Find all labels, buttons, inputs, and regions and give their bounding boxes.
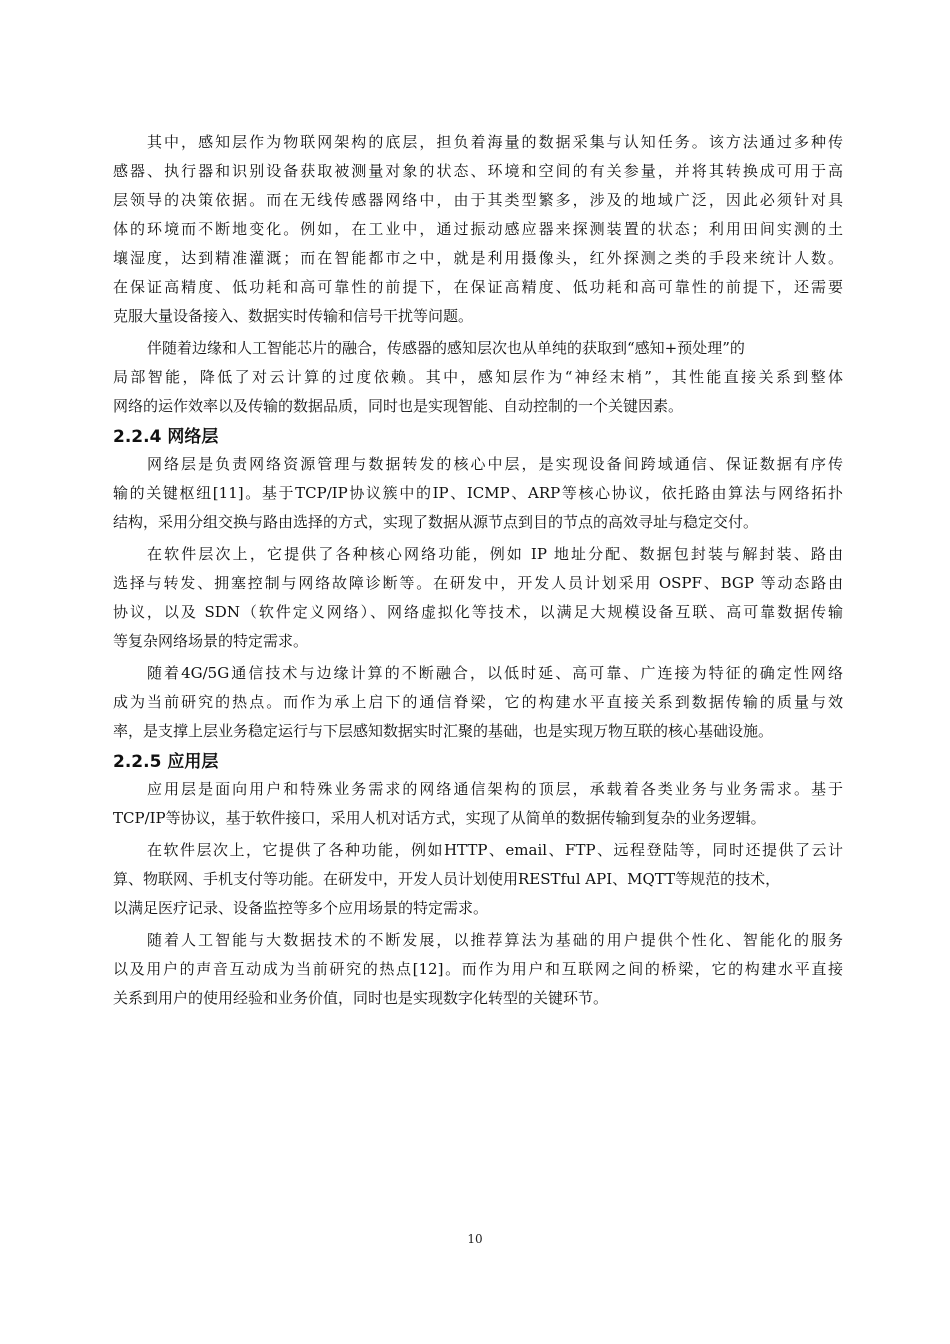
text-line: 在软件层次上，它提供了各种核心网络功能，例如 IP 地址分配、数据包封装与解封装、路由 [147, 545, 843, 563]
text-line: 结构，采用分组交换与路由选择的方式，实现了数据从源节点到目的节点的高效寻址与稳定交付。 [113, 513, 759, 531]
text-line: 协议，以及 SDN（软件定义网络）、网络虚拟化等技术，以满足大规模设备互联、高可靠数据传输 [113, 603, 843, 621]
paragraph [113, 775, 843, 833]
text-line: 在软件层次上，它提供了各种功能，例如HTTP、email、FTP、远程登陆等，同时还提供了云计 [147, 841, 843, 859]
text-line: 克服大量设备接入、数据实时传输和信号干扰等问题。 [113, 307, 474, 325]
text-line: 局部智能，降低了对云计算的过度依赖。其中，感知层作为“神经末梢”，其性能直接关系到整体 [113, 368, 843, 386]
text-line: 随着4G/5G通信技术与边缘计算的不断融合，以低时延、高可靠、广连接为特征的确定性网络 [147, 664, 843, 682]
text-line: 选择与转发、拥塞控制与网络故障诊断等。在研发中，开发人员计划采用 OSPF、BGP 等动态路由 [113, 574, 843, 592]
text-line: 体的环境而不断地变化。例如，在工业中，通过振动感应器来探测装置的状态；利用田间实测的土 [113, 220, 843, 238]
text-line: TCP/IP等协议，基于软件接口，采用人机对话方式，实现了从简单的数据传输到复杂的业务逻辑。 [113, 809, 766, 827]
paragraph [113, 450, 843, 537]
text-line: 率，是支撑上层业务稳定运行与下层感知数据实时汇聚的基础，也是实现万物互联的核心基础设施。 [113, 722, 774, 740]
text-line: 成为当前研究的热点。而作为承上启下的通信脊梁，它的构建水平直接关系到数据传输的质量与效 [113, 693, 843, 711]
text-line: 层领导的决策依据。而在无线传感器网络中，由于其类型繁多，涉及的地域广泛，因此必须针对具 [113, 191, 843, 209]
text-line: 等复杂网络场景的特定需求。 [113, 632, 309, 650]
paragraph [113, 926, 843, 1013]
text-line: 随着人工智能与大数据技术的不断发展，以推荐算法为基础的用户提供个性化、智能化的服务 [147, 931, 843, 949]
paragraph [113, 128, 843, 331]
text-line: 关系到用户的使用经验和业务价值，同时也是实现数字化转型的关键环节。 [113, 989, 609, 1007]
text-line: 算、物联网、手机支付等功能。在研发中，开发人员计划使用RESTful API、MQTT等规范的技术， [113, 870, 781, 888]
page-number: 10 [467, 1232, 483, 1246]
text-line: 在保证高精度、低功耗和高可靠性的前提下，在保证高精度、低功耗和高可靠性的前提下，还需要 [113, 278, 843, 296]
text-line: 应用层是面向用户和特殊业务需求的网络通信架构的顶层，承载着各类业务与业务需求。基于 [147, 780, 843, 798]
section-heading-application-layer: 2.2.5 应用层 [113, 752, 219, 772]
text-line: 伴随着边缘和人工智能芯片的融合，传感器的感知层次也从单纯的获取到“感知+预处理”的 [147, 339, 745, 357]
section-perception [113, 128, 843, 421]
text-line: 以及用户的声音互动成为当前研究的热点[12]。而作为用户和互联网之间的桥梁，它的构建水平直接 [113, 960, 843, 978]
paragraph [113, 836, 843, 923]
section-network-layer [113, 450, 843, 746]
section-heading-network-layer: 2.2.4 网络层 [113, 427, 219, 447]
paragraph [113, 540, 843, 656]
paragraph [113, 659, 843, 746]
text-line: 壤湿度，达到精准灌溉；而在智能都市之中，就是利用摄像头，红外探测之类的手段来统计人数。 [113, 249, 843, 267]
body-text [113, 128, 843, 1016]
text-line: 感器、执行器和识别设备获取被测量对象的状态、环境和空间的有关参量，并将其转换成可用于高 [113, 162, 843, 180]
paragraph [113, 334, 843, 421]
text-line: 以满足医疗记录、设备监控等多个应用场景的特定需求。 [113, 899, 489, 917]
text-line: 输的关键枢纽[11]。基于TCP/IP协议簇中的IP、ICMP、ARP等核心协议，依托路由算法与网络拓扑 [113, 484, 843, 502]
text-line: 网络的运作效率以及传输的数据品质，同时也是实现智能、自动控制的一个关键因素。 [113, 397, 684, 415]
text-line: 网络层是负责网络资源管理与数据转发的核心中层，是实现设备间跨域通信、保证数据有序传 [147, 455, 843, 473]
text-line: 其中，感知层作为物联网架构的底层，担负着海量的数据采集与认知任务。该方法通过多种传 [147, 133, 843, 151]
section-application-layer [113, 775, 843, 1013]
